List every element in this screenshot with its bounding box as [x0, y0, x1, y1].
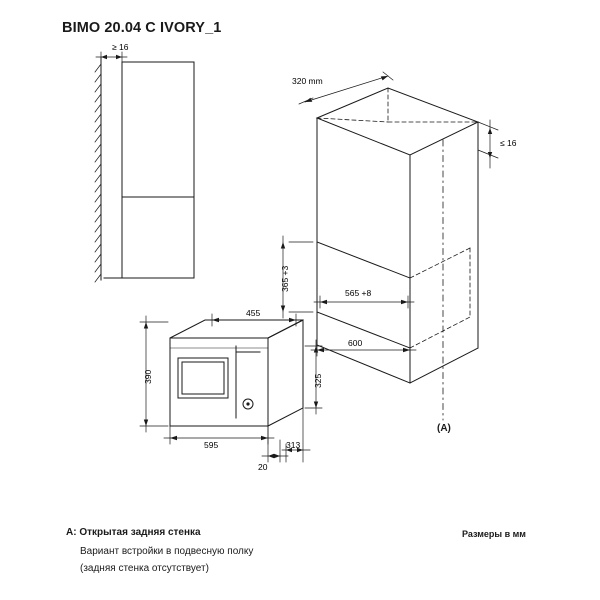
- dim-wall-min: ≥ 16: [112, 42, 129, 52]
- dim-niche-height: 365 +3: [280, 265, 290, 292]
- dim-depth-total: 313: [286, 440, 301, 450]
- note-heading: A: Открытая задняя стенка: [66, 527, 201, 538]
- callout-a-label: (A): [437, 423, 451, 434]
- dim-front-height-outer: 390: [143, 369, 153, 384]
- dim-cabinet-width: 600: [348, 338, 363, 348]
- note-line-2: (задняя стенка отсутствует): [80, 563, 209, 574]
- dim-niche-width: 565 +8: [345, 288, 372, 298]
- page-title: BIMO 20.04 C IVORY_1: [62, 20, 222, 36]
- note-line-1: Вариант встройки в подвесную полку: [80, 546, 254, 557]
- dim-front-height-inner: 325: [313, 373, 323, 388]
- units-note: Размеры в мм: [462, 529, 526, 539]
- dim-depth-front: 20: [258, 462, 268, 472]
- dim-front-width-inner: 455: [246, 308, 261, 318]
- dim-top-depth: 320 mm: [292, 76, 323, 86]
- dim-side-min: ≤ 16: [500, 138, 517, 148]
- dim-front-width-outer: 595: [204, 440, 219, 450]
